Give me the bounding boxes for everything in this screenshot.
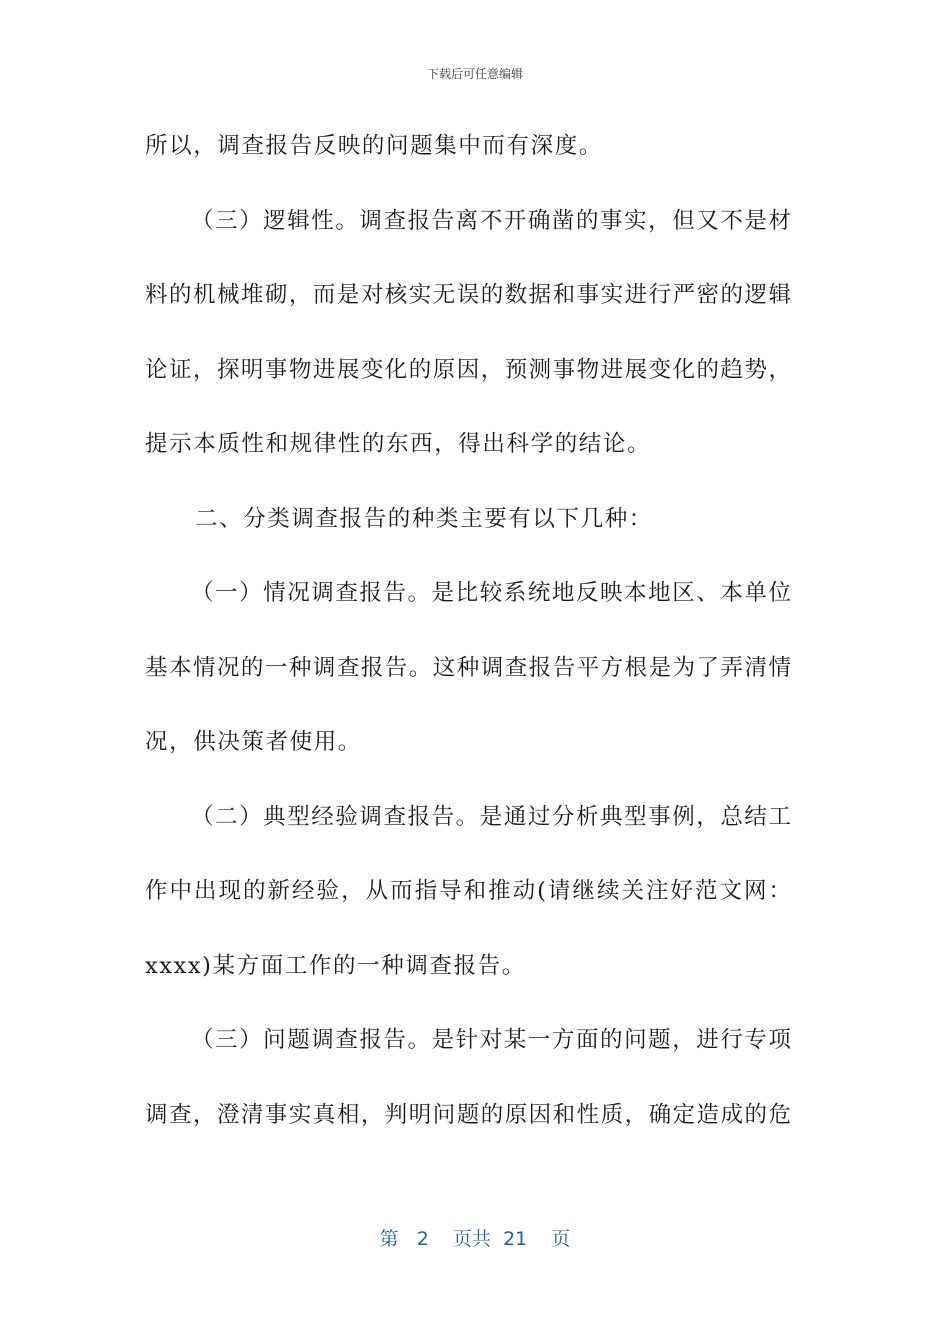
text-line: （三）问题调查报告。是针对某一方面的问题，进行专项 xyxy=(191,1027,791,1053)
text-line: （二）典型经验调查报告。是通过分析典型事例，总结工 xyxy=(191,803,791,830)
footer-middle: 页共 xyxy=(452,1228,491,1250)
text-line: （三）逻辑性。调查报告离不开确凿的事实，但又不是材 xyxy=(191,207,791,234)
text-line: 基本情况的一种调查报告。这种调查报告平方根是为了弄清情 xyxy=(145,654,791,681)
text-line: 调查，澄清事实真相，判明问题的原因和性质，确定造成的危 xyxy=(145,1101,791,1128)
footer-suffix: 页 xyxy=(551,1228,571,1250)
total-pages-number: 21 xyxy=(503,1228,528,1250)
section-heading: 二、分类调查报告的种类主要有以下几种： xyxy=(195,505,653,532)
text-line: 料的机械堆砌，而是对核实无误的数据和事实进行严密的逻辑 xyxy=(145,282,791,308)
text-line: 提示本质性和规律性的东西，得出科学的结论。 xyxy=(145,431,652,457)
footer-prefix: 第 xyxy=(379,1228,399,1250)
document-body xyxy=(145,118,791,1161)
text-line: 作中出现的新经验，从而指导和推动(请继续关注好范文网： xyxy=(145,878,791,904)
text-line: 论证，探明事物进展变化的原因，预测事物进展变化的趋势， xyxy=(145,356,791,383)
page-footer xyxy=(0,1226,950,1252)
header-note: 下载后可任意编辑 xyxy=(426,67,523,81)
text-line: xxxx)某方面工作的一种调查报告。 xyxy=(145,952,526,979)
text-line: （一）情况调查报告。是比较系统地反映本地区、本单位 xyxy=(191,580,791,606)
text-line: 所以，调查报告反映的问题集中而有深度。 xyxy=(145,133,603,159)
current-page-number: 2 xyxy=(416,1228,429,1250)
text-line: 况，供决策者使用。 xyxy=(145,729,362,755)
